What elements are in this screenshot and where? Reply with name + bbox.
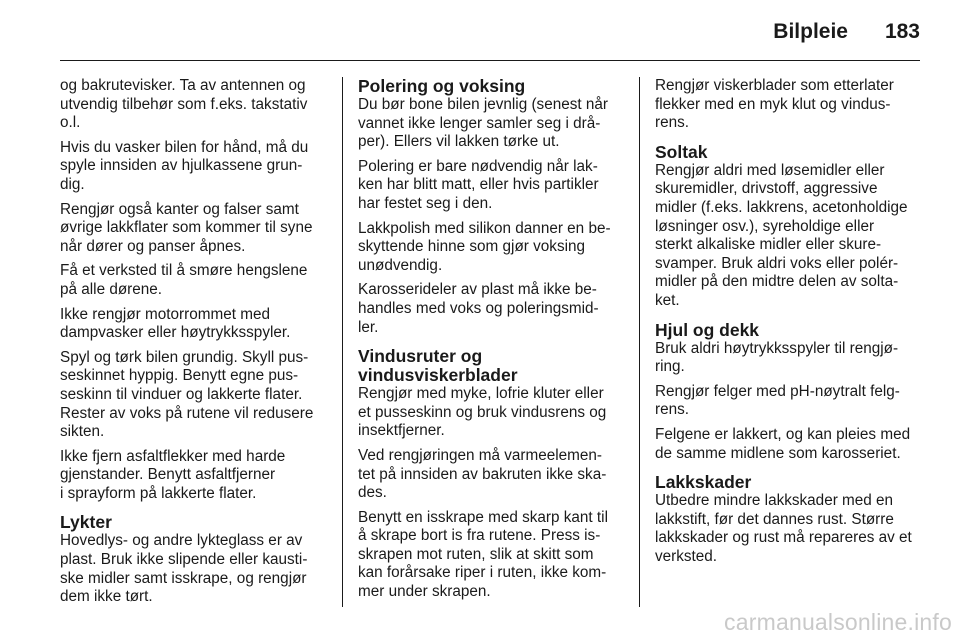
- text-line: sterkt alkaliske midler eller skure-: [655, 236, 882, 254]
- text-line: dig.: [60, 175, 85, 193]
- text-line: ken har blitt matt, eller hvis partikler: [358, 176, 599, 194]
- text-line: des.: [358, 484, 387, 502]
- paragraph: [358, 158, 626, 214]
- text-line: tet på innsiden av bakruten ikke ska-: [358, 465, 607, 483]
- text-line: o.l.: [60, 114, 81, 132]
- text-line: Få et verksted til å smøre hengslene: [60, 262, 308, 280]
- header-divider: [60, 60, 920, 61]
- text-line: i sprayform på lakkerte flater.: [60, 484, 257, 502]
- paragraph: [358, 281, 626, 337]
- text-line: rens.: [655, 401, 690, 419]
- paragraph: [60, 201, 328, 257]
- page-number: 183: [884, 20, 920, 43]
- text-line: skuremidler, drivstoff, aggressive: [655, 180, 878, 198]
- paragraph: [60, 306, 328, 343]
- text-line: vindusviskerblader: [358, 365, 518, 386]
- section-heading: [60, 513, 328, 532]
- column-divider-2: [639, 77, 640, 607]
- text-line: løsninger osv.), syreholdige eller: [655, 217, 875, 235]
- text-line: sikten.: [60, 423, 105, 441]
- page-title: Bilpleie: [773, 20, 848, 43]
- section-heading: [358, 77, 626, 96]
- paragraph: [60, 77, 328, 133]
- text-line: svamper. Bruk aldri voks eller polér-: [655, 254, 899, 272]
- text-line: Rengjør med myke, lofrie kluter eller: [358, 385, 604, 403]
- text-line: øvrige lakkflater som kommer til syne: [60, 219, 313, 237]
- paragraph: [655, 492, 923, 566]
- column-3: [655, 77, 923, 572]
- section-heading: [358, 347, 626, 385]
- text-line: Spyl og tørk bilen grundig. Skyll pus-: [60, 348, 309, 366]
- paragraph: [655, 340, 923, 377]
- text-line: per). Ellers vil lakken tørke ut.: [358, 133, 560, 151]
- text-line: Soltak: [655, 141, 708, 162]
- section-heading: [655, 321, 923, 340]
- column-divider-1: [342, 77, 343, 607]
- text-line: Polering er bare nødvendig når lak-: [358, 157, 598, 175]
- text-line: vannet ikke lenger samler seg i drå-: [358, 114, 601, 132]
- paragraph: [60, 532, 328, 606]
- text-line: verksted.: [655, 547, 718, 565]
- text-line: insektfjerner.: [358, 422, 445, 440]
- paragraph: [655, 162, 923, 311]
- text-line: Rengjør aldri med løsemidler eller: [655, 161, 885, 179]
- text-line: å skrape bort is fra rutene. Press is-: [358, 527, 601, 545]
- text-line: Vindusruter og: [358, 346, 483, 367]
- text-line: de samme midlene som karosseriet.: [655, 444, 901, 462]
- text-line: på alle dørene.: [60, 280, 163, 298]
- text-line: ske midler samt isskrape, og rengjør: [60, 569, 307, 587]
- paragraph: [358, 220, 626, 276]
- text-line: Hvis du vasker bilen for hånd, må du: [60, 138, 309, 156]
- text-line: skyttende hinne som gjør voksing: [358, 238, 586, 256]
- text-line: Rengjør også kanter og falser samt: [60, 200, 299, 218]
- text-line: Lakkskader: [655, 472, 752, 493]
- text-line: flekker med en myk klut og vindus-: [655, 95, 891, 113]
- text-line: Utbedre mindre lakkskader med en: [655, 492, 894, 510]
- text-line: Karosserideler av plast må ikke be-: [358, 281, 597, 299]
- paragraph: [358, 447, 626, 503]
- text-line: midler (f.eks. lakkrens, acetonholdige: [655, 198, 908, 216]
- text-line: spyle innsiden av hjulkassene grun-: [60, 157, 303, 175]
- text-line: skrapen mot ruten, slik at skitt som: [358, 545, 594, 563]
- text-line: rens.: [655, 114, 690, 132]
- text-line: Ikke rengjør motorrommet med: [60, 305, 270, 323]
- paragraph: [60, 448, 328, 504]
- paragraph: [655, 383, 923, 420]
- text-line: lakkstift, før det dannes rust. Større: [655, 510, 894, 528]
- text-line: Rengjør viskerblader som etterlater: [655, 77, 894, 94]
- text-line: seskinn til vinduer og lakkerte flater.: [60, 385, 303, 403]
- text-line: Bruk aldri høytrykksspyler til rengjø-: [655, 339, 899, 357]
- text-line: Rengjør felger med pH-nøytralt felg-: [655, 382, 900, 400]
- paragraph: [60, 349, 328, 442]
- column-1: [60, 77, 328, 613]
- paragraph: [60, 139, 328, 195]
- paragraph: [655, 77, 923, 133]
- text-line: Polering og voksing: [358, 76, 526, 96]
- text-line: Benytt en isskrape med skarp kant til: [358, 508, 608, 526]
- text-line: Rester av voks på rutene vil redusere: [60, 404, 314, 422]
- text-line: mer under skrapen.: [358, 583, 491, 601]
- text-line: ler.: [358, 318, 379, 336]
- text-line: Ikke fjern asfaltflekker med harde: [60, 447, 286, 465]
- paragraph: [358, 96, 626, 152]
- text-line: Hjul og dekk: [655, 319, 760, 340]
- text-line: et pusseskinn og bruk vindusrens og: [358, 403, 607, 421]
- paragraph: [358, 509, 626, 602]
- text-line: Ved rengjøringen må varmeelemen-: [358, 446, 603, 464]
- paragraph: [358, 385, 626, 441]
- text-line: plast. Bruk ikke slipende eller kausti-: [60, 551, 308, 569]
- watermark-text: carmanualsonline.info: [724, 609, 952, 635]
- text-line: og bakrutevisker. Ta av antennen og: [60, 77, 306, 94]
- section-heading: [655, 143, 923, 162]
- text-line: dampvasker eller høytrykksspyler.: [60, 324, 291, 342]
- text-line: handles med voks og poleringsmid-: [358, 299, 599, 317]
- section-heading: [655, 473, 923, 492]
- text-line: Lykter: [60, 512, 112, 533]
- text-line: utvendig tilbehør som f.eks. takstativ: [60, 95, 308, 113]
- text-line: gjenstander. Benytt asfaltfjerner: [60, 466, 276, 484]
- text-line: midler på den midtre delen av solta-: [655, 273, 899, 291]
- column-2: [358, 77, 626, 608]
- text-line: ket.: [655, 291, 680, 309]
- text-line: Felgene er lakkert, og kan pleies med: [655, 425, 911, 443]
- text-line: Lakkpolish med silikon danner en be-: [358, 219, 611, 237]
- text-line: lakkskader og rust må repareres av et: [655, 529, 912, 547]
- text-line: Du bør bone bilen jevnlig (senest når: [358, 96, 608, 113]
- text-line: kan forårsake riper i ruten, ikke kom-: [358, 564, 607, 582]
- text-line: unødvendig.: [358, 256, 443, 274]
- paragraph: [60, 262, 328, 299]
- text-line: har festet seg i den.: [358, 194, 493, 212]
- text-line: når dører og panser åpnes.: [60, 237, 246, 255]
- text-line: seskinnet hyppig. Benytt egne pus-: [60, 367, 299, 385]
- text-line: dem ikke tørt.: [60, 588, 153, 606]
- text-line: Hovedlys- og andre lykteglass er av: [60, 532, 303, 550]
- text-line: ring.: [655, 358, 685, 376]
- paragraph: [655, 426, 923, 463]
